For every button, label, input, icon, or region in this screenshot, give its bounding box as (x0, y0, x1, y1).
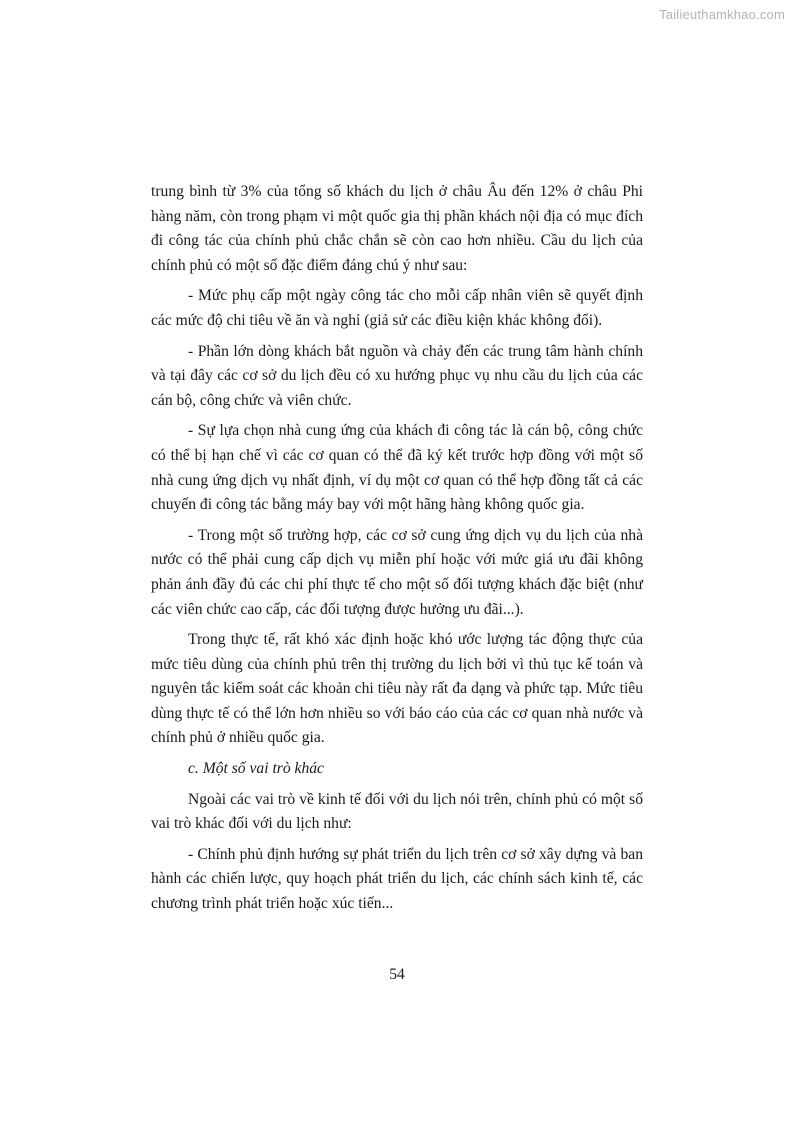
page-body (151, 180, 643, 923)
section-heading: c. Một số vai trò khác (188, 760, 324, 778)
paragraph-reality: Trong thực tế, rất khó xác định hoặc khó ước lượng tác động thực của mức tiêu dùng của chính phủ trên thị trường du lịch bởi vì thủ tục kế toán và nguyên tắc kiểm soát các khoản chi tiêu này rất đa dạng và phức tạp. Mức tiêu dùng thực tế có thể lớn hơn nhiều so với báo cáo của các cơ quan nhà nước và chính phủ ở nhiều quốc gia. (151, 631, 643, 747)
paragraph-bullet-orientation: - Chính phủ định hướng sự phát triển du lịch trên cơ sở xây dựng và ban hành các chiến lược, quy hoạch phát triển du lịch, các chính sách kinh tế, các chương trình phát triển hoặc xúc tiến... (151, 845, 643, 913)
watermark: Tailieuthamkhao.com (659, 7, 785, 22)
paragraph-other-roles: Ngoài các vai trò về kinh tế đối với du lịch nói trên, chính phủ có một số vai trò khác đối với du lịch như: (151, 790, 643, 833)
paragraph-bullet-allowance: - Mức phụ cấp một ngày công tác cho mỗi cấp nhân viên sẽ quyết định các mức độ chi tiêu về ăn và nghỉ (giả sử các điều kiện khác không đổi). (151, 287, 643, 329)
paragraph-bullet-free-service: - Trong một số trường hợp, các cơ sở cung ứng dịch vụ du lịch của nhà nước có thể phải cung cấp dịch vụ miễn phí hoặc với mức giá ưu đãi không phản ánh đầy đủ các chi phí thực tế cho một số đối tượng khách đặc biệt (như các viên chức cao cấp, các đối tượng được hưởng ưu đãi...). (151, 526, 643, 618)
paragraph-continuation: trung bình từ 3% của tổng số khách du lịch ở châu Âu đến 12% ở châu Phi hàng năm, còn trong phạm vi một quốc gia thị phần khách nội địa có mục đích đi công tác của chính phủ chắc chắn sẽ còn cao hơn nhiều. Cầu du lịch của chính phủ có một số đặc điểm đáng chú ý như sau: (151, 183, 643, 274)
paragraph-bullet-supplier-choice: - Sự lựa chọn nhà cung ứng của khách đi công tác là cán bộ, công chức có thể bị hạn chế vì các cơ quan có thể đã ký kết trước hợp đồng với một số nhà cung ứng dịch vụ nhất định, ví dụ một cơ quan có thể hợp đồng tất cả các chuyến đi công tác bằng máy bay với một hãng hàng không quốc gia. (151, 422, 643, 514)
page-number: 54 (389, 966, 405, 983)
paragraph-bullet-admin-centers: - Phần lớn dòng khách bắt nguồn và chảy đến các trung tâm hành chính và tại đây các cơ sở du lịch đều có xu hướng phục vụ nhu cầu du lịch của các cán bộ, công chức và viên chức. (151, 342, 643, 409)
